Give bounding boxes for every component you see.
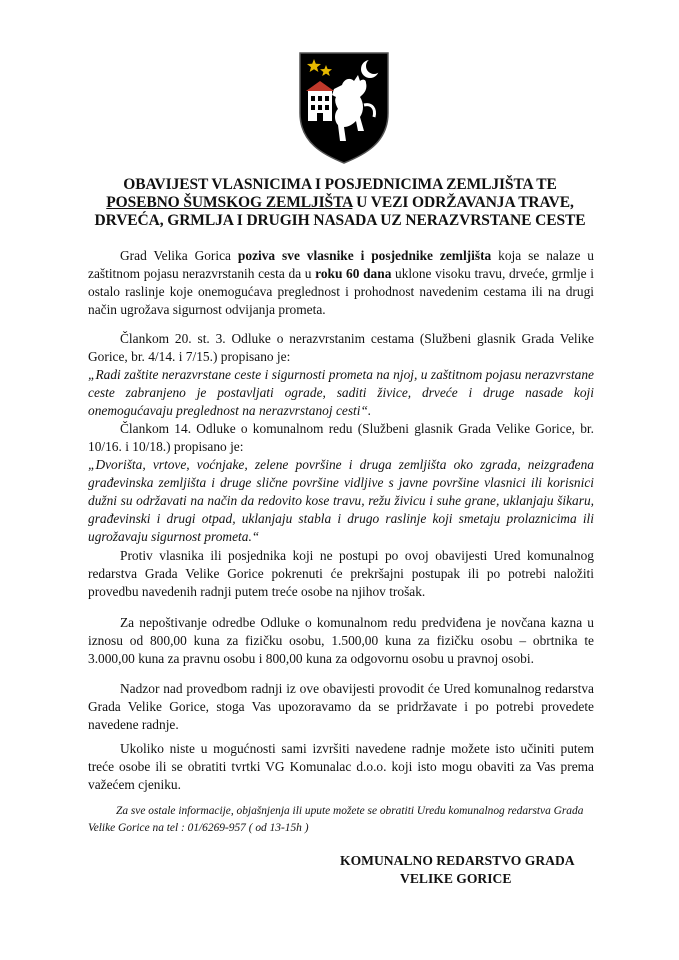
paragraph-fines: Za nepoštivanje odredbe Odluke o komunalnom redu predviđena je novčana kazna u iznosu od 800,00 kuna za fizičku osobu, 1.500,00 kuna za fizičku osobu – obrtnika te 3.000,00 kuna za pravnu osobu i 800,00 kuna za odgovornu osobu u pravnoj osobi. [88,615,594,666]
signature-block [340,852,600,888]
article-14-intro: Člankom 14. Odluke o komunalnom redu (Službeni glasnik Grada Velike Gorice, br. 10/16. i 10/18.) propisano je: [88,421,594,454]
p1-bold-deadline: roku 60 dana [315,266,392,281]
contact-note-line-2: Velike Gorice na tel : 01/6269-957 ( od 13-15h ) [88,822,309,834]
article-20-intro: Člankom 20. st. 3. Odluke o nerazvrstanim cestama (Službeni glasnik Grada Velike Gorice, br. 4/14. i 7/15.) propisano je: [88,331,594,364]
p1-text-e: uklone visoku travu, drveće, grmlje i ostalo raslinje koje onemogućava preglednost i prohodnost navedenim cestama ili na drugi način ugrožava sigurnost odvijanja prometa. [88,266,594,317]
paragraph-supervision: Nadzor nad provedbom radnji iz ove obavijesti provodit će Ured komunalnog redarstva Grada Velike Gorice, stoga Vas upozoravamo da se pridržavate i po potrebi provedete navedene radnje. [88,681,594,732]
signature-line-2: VELIKE GORICE [400,871,512,886]
signature-line-1: KOMUNALNO REDARSTVO GRADA [340,853,575,868]
title-line-2-underlined: POSEBNO ŠUMSKOG ZEMLJIŠTA [106,194,353,211]
article-14-quote: „Dvorišta, vrtove, voćnjake, zelene površine i druga zemljišta oko zgrada, neizgrađena građevinska zemljišta i druge slične površine vidljive s javne površine vlasnici ili korisnici dužni su održavati na način da redovito kose travu, režu živicu i suhe grane, uklanjaju šikaru, građevinski i drugi otpad, uklanjaju stabla i drugo raslinje koji smetaju prolaznicima ili ugrožavaju sigurnost prometa.“ [88,457,594,544]
notice-title [40,176,640,230]
p1-bold-owners: poziva sve vlasnike i posjednike zemljišta [237,248,492,263]
contact-note [88,803,598,837]
title-line-2 [40,194,640,212]
contact-note-line-1: Za sve ostale informacije, objašnjenja ili upute možete se obratiti Uredu komunalnog redarstva Grada [116,805,584,817]
p1-text-c: koja se nalaze u zaštitnom pojasu nerazvrstanih cesta da u [88,248,594,281]
title-line-2-rest: U VEZI ODRŽAVANJA TRAVE, [352,194,574,211]
article-20-quote: „Radi zaštite nerazvrstane ceste i sigurnosti prometa na njoj, u zaštitnom pojasu nerazvrstane ceste zabranjeno je postavljati ograde, saditi živice, drveće i druge nasade koji onemogućavaju preglednost na nerazvrstanoj cesti“. [88,367,594,418]
title-line-3: DRVEĆA, GRMLJA I DRUGIH NASADA UZ NERAZVRSTANE CESTE [94,212,586,229]
coat-of-arms-icon [298,51,390,165]
paragraph-article-14 [88,420,594,546]
p1-text-a: Grad Velika Gorica [120,248,238,263]
paragraph-article-20 [88,330,594,420]
paragraph-misdemeanor-procedure: Protiv vlasnika ili posjednika koji ne postupi po ovoj obavijesti Ured komunalnog redarstva Grada Velike Gorice pokrenuti će prekršajni postupak ili po potrebi naložiti provedbu navedenih radnji putem treće osobe na njihov trošak. [88,548,594,599]
paragraph-invitation [88,247,594,319]
title-line-1: OBAVIJEST VLASNICIMA I POSJEDNICIMA ZEMLJIŠTA TE [123,176,557,193]
paragraph-vg-komunalac: Ukoliko niste u mogućnosti sami izvršiti navedene radnje možete isto učiniti putem treće osobe ili se obratiti tvrtki VG Komunalac d.o.o. koji isto mogu obaviti za Vas prema važećem cjeniku. [88,741,594,792]
